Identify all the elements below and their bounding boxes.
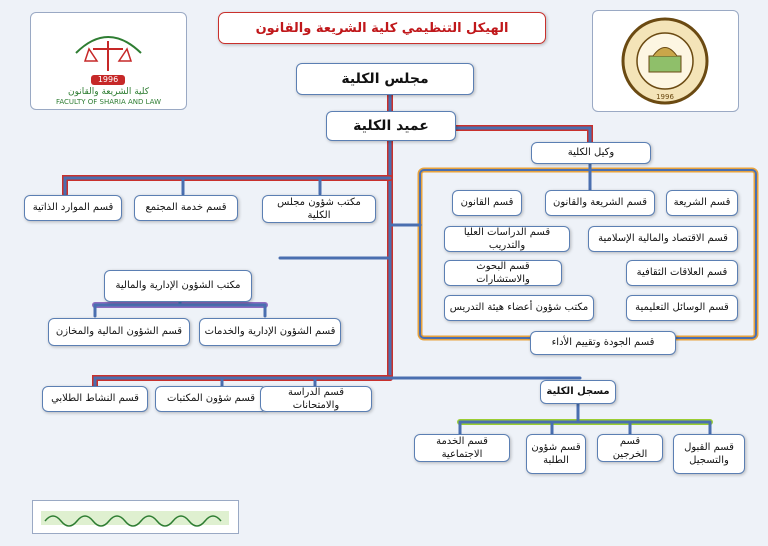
node-quality: قسم الجودة وتقييم الأداء bbox=[530, 331, 676, 355]
node-student-affairs: قسم شؤون الطلبة bbox=[526, 434, 586, 474]
logo-english-name: FACULTY OF SHARIA AND LAW bbox=[56, 98, 161, 106]
node-faculty-affairs-office: مكتب شؤون أعضاء هيئة التدريس bbox=[444, 295, 594, 321]
logo-year: 1996 bbox=[97, 75, 119, 84]
node-cultural-relations: قسم العلاقات الثقافية bbox=[626, 260, 738, 286]
node-library-affairs: قسم شؤون المكتبات bbox=[155, 386, 267, 412]
calligraphy-icon bbox=[33, 501, 238, 533]
node-own-resources: قسم الموارد الذاتية bbox=[24, 195, 122, 221]
seal-year: 1996 bbox=[656, 93, 674, 101]
node-admin-services: قسم الشؤون الإدارية والخدمات bbox=[199, 318, 341, 346]
node-sharia-law: قسم الشريعة والقانون bbox=[545, 190, 655, 216]
faculty-logo-left bbox=[30, 12, 187, 110]
node-student-activity: قسم النشاط الطلابي bbox=[42, 386, 148, 412]
node-graduates: قسم الخرجين bbox=[597, 434, 663, 462]
node-study-exams: قسم الدراسة والامتحانات bbox=[260, 386, 372, 412]
page-title: الهيكل التنظيمي كلية الشريعة والقانون bbox=[218, 12, 546, 44]
node-council: مجلس الكلية bbox=[296, 63, 474, 95]
node-community-service: قسم خدمة المجتمع bbox=[134, 195, 238, 221]
node-admission: قسم القبول والتسجيل bbox=[673, 434, 745, 474]
node-dean: عميد الكلية bbox=[326, 111, 456, 141]
node-sharia: قسم الشريعة bbox=[666, 190, 738, 216]
node-economics: قسم الاقتصاد والمالية الإسلامية bbox=[588, 226, 738, 252]
node-council-affairs-office: مكتب شؤون مجلس الكلية bbox=[262, 195, 376, 223]
node-educational-means: قسم الوسائل التعليمية bbox=[626, 295, 738, 321]
node-graduate-studies: قسم الدراسات العليا والتدريب bbox=[444, 226, 570, 252]
node-law: قسم القانون bbox=[452, 190, 522, 216]
node-social-service: قسم الخدمة الاجتماعية bbox=[414, 434, 510, 462]
node-vice-dean: وكيل الكلية bbox=[531, 142, 651, 164]
university-logo-right bbox=[592, 10, 739, 112]
logo-arabic-name: كلية الشريعة والقانون bbox=[67, 87, 150, 97]
node-registrar: مسجل الكلية bbox=[540, 380, 616, 404]
node-research: قسم البحوث والاستشارات bbox=[444, 260, 562, 286]
node-finance-stores: قسم الشؤون المالية والمخازن bbox=[48, 318, 190, 346]
node-admin-finance-office: مكتب الشؤون الإدارية والمالية bbox=[104, 270, 252, 302]
calligraphy-footer bbox=[32, 500, 239, 534]
